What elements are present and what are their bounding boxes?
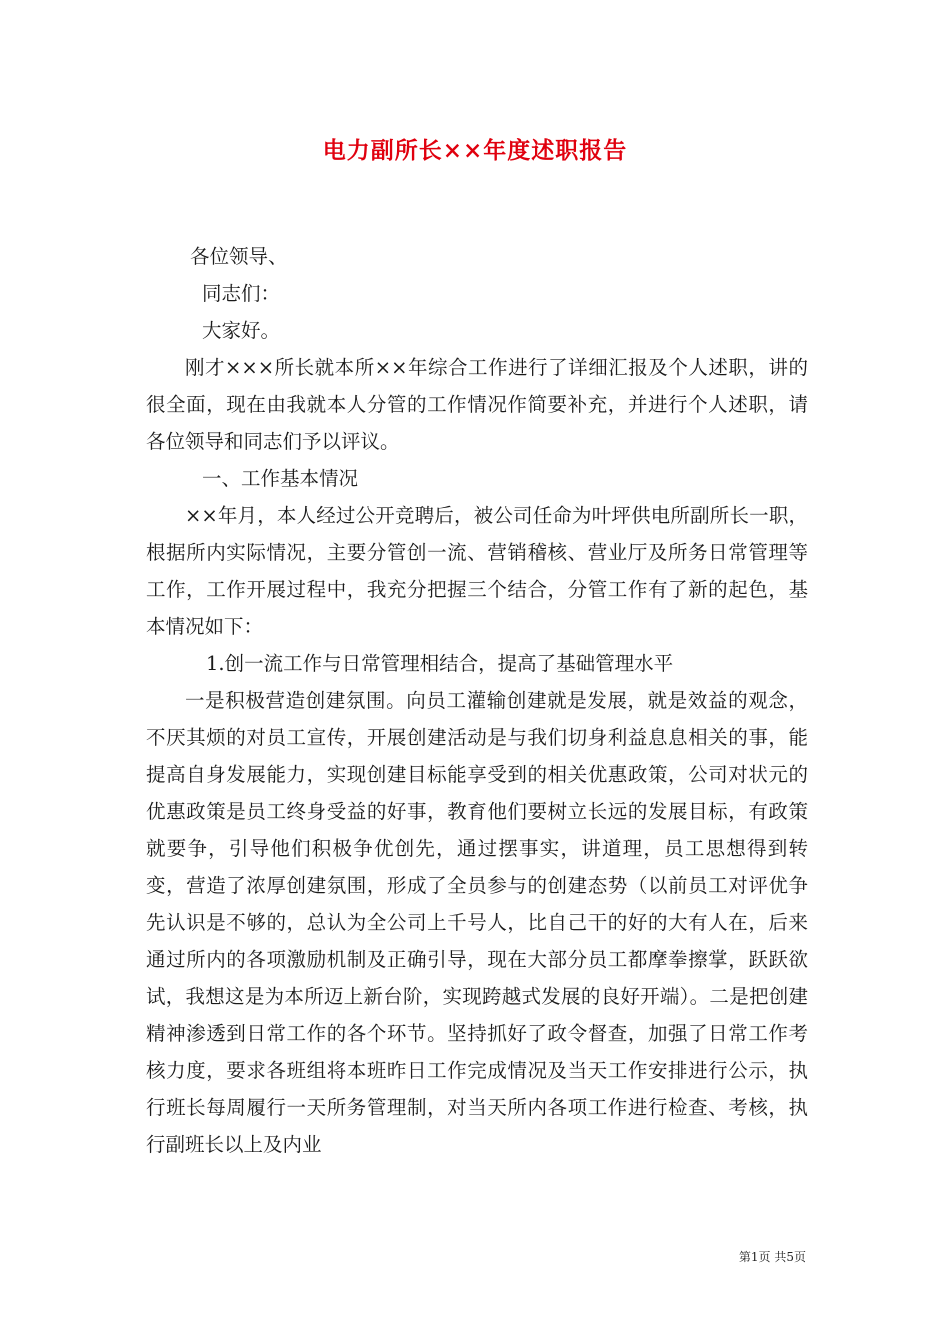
salutation-comrades: 同志们：: [202, 282, 281, 305]
greeting: 大家好。: [202, 319, 281, 342]
salutation-leaders: 各位领导、: [190, 245, 288, 268]
basic-situation-paragraph: ××年月，本人经过公开竞聘后，被公司任命为叶坪供电所副所长一职，根据所内实际情况，主要分管创一流、营销稽核、营业厅及所务日常管理等工作，工作开展过程中，我充分把握三个结合，分管工作有了新的起色，基本情况如下：: [146, 504, 808, 638]
detail-paragraph: 一是积极营造创建氛围。向员工灌输创建就是发展，就是效益的观念，不厌其烦的对员工宣传，开展创建活动是与我们切身利益息息相关的事，能提高自身发展能力，实现创建目标能享受到的相关优惠政策，公司对状元的优惠政策是员工终身受益的好事，教育他们要树立长远的发展目标，有政策就要争，引导他们积极争优创先，通过摆事实，讲道理，员工思想得到转变，营造了浓厚创建氛围，形成了全员参与的创建态势（以前员工对评优争先认识是不够的，总认为全公司上千号人，比自己干的好的大有人在，后来通过所内的各项激励机制及正确引导，现在大部分员工都摩拳擦掌，跃跃欲试，我想这是为本所迈上新台阶，实现跨越式发展的良好开端）。二是把创建精神渗透到日常工作的各个环节。坚持抓好了政令督查，加强了日常工作考核力度，要求各班组将本班昨日工作完成情况及当天工作安排进行公示，执行班长每周履行一天所务管理制，对当天所内各项工作进行检查、考核，执行副班长以上及内业: [146, 689, 808, 1156]
subsection-heading: 1.创一流工作与日常管理相结合，提高了基础管理水平: [206, 652, 674, 675]
page-number: 第1页 共5页: [738, 1250, 806, 1264]
document-body: [146, 238, 808, 1163]
intro-paragraph: 刚才×××所长就本所××年综合工作进行了详细汇报及个人述职，讲的很全面，现在由我就本人分管的工作情况作简要补充，并进行个人述职，请各位领导和同志们予以评议。: [146, 356, 808, 453]
section-heading: 一、工作基本情况: [202, 467, 359, 490]
document-title: 电力副所长××年度述职报告: [322, 137, 628, 164]
